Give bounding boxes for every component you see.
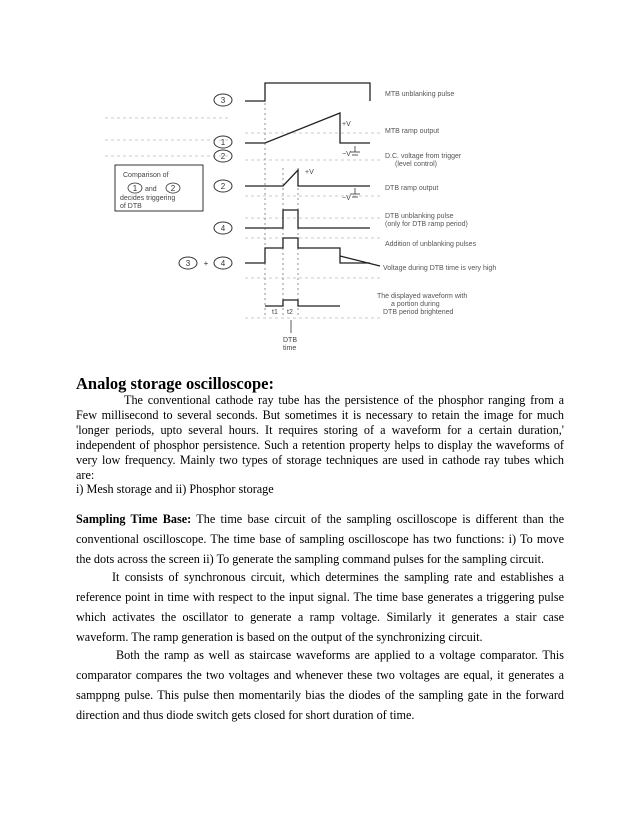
circle-label: 4 (220, 224, 226, 233)
circle-label: 3 (220, 96, 226, 105)
circle-label: 2 (220, 152, 226, 161)
ground-symbols (350, 146, 360, 197)
right-label: MTB unblanking pulse (385, 91, 455, 98)
paragraph-text: The conventional cathode ray tube has the persistence of the phosphor ranging from a Few millisecond to several seconds. But sometimes it is necessary to retain the image for much 'longer periods, upto several hours. It requires storing of a waveform for a certain duration,' independent of phosphor persistence. Such a retention property helps to display the waveforms of very low frequency. Mainly two types of storage techniques are used in cathode ray tubes which are: (76, 393, 564, 482)
voltage-label: +V (342, 121, 351, 128)
dtb-time-label: DTB (283, 337, 297, 344)
paragraph-sampling-time-base (76, 509, 564, 569)
right-label: DTB unblanking pulse (385, 213, 454, 220)
paragraph-synchronous-circuit (76, 567, 564, 647)
comparison-text: and (145, 186, 157, 193)
right-label: The displayed waveform with (377, 293, 468, 300)
paragraph-analog-storage (76, 393, 564, 483)
circle-label: 3 (185, 259, 191, 268)
comparison-circle: 2 (170, 184, 176, 193)
voltage-label: −V (342, 151, 351, 158)
plus-sign: + (203, 259, 209, 268)
right-label: DTB ramp output (385, 185, 439, 192)
paragraph-text: Both the ramp as well as staircase waveforms are applied to a voltage comparator. This comparator compares the two voltages and whenever these two voltages are equal, it generates a samppng pulse. This pulse then momentarily bias the diodes of the sampling gate in the forward direction and thus diode switch gets closed for short duration of time. (76, 648, 564, 722)
sampling-time-base-term: Sampling Time Base: (76, 512, 192, 526)
voltage-label: +V (305, 169, 314, 176)
dtb-time-label: time (283, 345, 297, 352)
time-labels (272, 309, 297, 352)
right-label: Addition of unblanking pulses (385, 241, 477, 248)
waveform-diagram (95, 78, 555, 368)
storage-types-list: i) Mesh storage and ii) Phosphor storage (76, 482, 274, 496)
right-label: Voltage during DTB time is very high (383, 265, 497, 272)
timing-diagram-svg (95, 78, 555, 368)
right-label: (only for DTB ramp period) (385, 221, 468, 228)
comparison-box (115, 165, 203, 211)
circle-label: 1 (220, 138, 226, 147)
paragraph-comparator (76, 645, 564, 725)
circle-labels (186, 96, 226, 268)
right-labels (377, 91, 496, 316)
t2-label: t2 (287, 309, 293, 316)
right-label: a portion during (391, 301, 440, 308)
circle-label: 4 (220, 259, 226, 268)
right-label: (level control) (395, 161, 438, 168)
comparison-circle: 1 (132, 184, 138, 193)
comparison-text: of DTB (120, 203, 142, 210)
paragraph-text: It consists of synchronous circuit, which determines the sampling rate and establishes a reference point in time with respect to the input signal. The time base generates a triggering pulse which activates the oscillator to generate a ramp voltage. Similarly it generates a stair case waveform. The ramp generation is based on the output of the synchronizing circuit. (76, 570, 564, 644)
voltage-label: −V (342, 195, 351, 202)
comparison-text: Comparison of (123, 172, 169, 179)
comparison-text: decides triggering (120, 195, 176, 202)
circle-label: 2 (220, 182, 226, 191)
right-label: DTB period brightened (383, 309, 454, 316)
section-heading: Analog storage oscilloscope: (76, 374, 274, 393)
right-label: MTB ramp output (385, 128, 440, 135)
dashed-guides (105, 118, 380, 318)
paragraph-text: The time base circuit of the sampling oscilloscope is different than the conventional oscilloscope. The time base of sampling oscilloscope has two functions: i) To move the dots across the screen ii) To generate the sampling command pulses for the sampling circuit. (76, 512, 564, 566)
t1-label: t1 (272, 309, 278, 316)
right-label: D.C. voltage from trigger (385, 153, 462, 160)
timing-lines (265, 88, 298, 318)
